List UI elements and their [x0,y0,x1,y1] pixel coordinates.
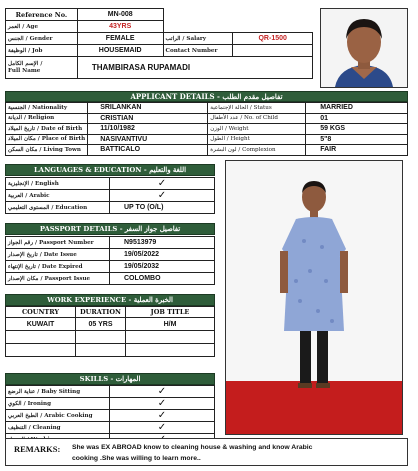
remarks-box [5,438,408,466]
salary-value: QR-1500 [233,33,313,45]
passport-issue-value: COLOMBO [110,273,215,285]
living-town-value: BATTICALO [88,145,208,156]
work-experience-header: WORK EXPERIENCE - الخبرة العملية [5,294,215,306]
contact-label: Contact Number [163,45,233,57]
languages-header: LANGUAGES & EDUCATION - اللغة والتعليم [5,164,215,176]
table-row [6,134,408,145]
reference-value: MN-008 [77,9,163,21]
passport-number-value: N9513979 [110,237,215,249]
weight-value: 59 KGS [306,124,408,135]
date-issue-value: 19/05/2022 [110,249,215,261]
pob-value: NASIVANTIVU [88,134,208,145]
job-value: HOUSEMAID [77,45,163,57]
work-job-cell [126,331,215,344]
table-row [6,273,215,285]
age-value: 43YRS [77,21,163,33]
religion-value: CRISTIAN [88,113,208,124]
salary-label: الراتب / Salary [163,33,233,45]
work-duration-cell: 05 YRS [76,318,126,331]
skills-table [5,385,215,446]
table-row [6,410,215,422]
religion-label: الديانة / Religion [6,113,88,124]
applicant-details-header: APPLICANT DETAILS - تفاصيل مقدم الطلب [5,91,408,102]
table-row [6,113,408,124]
complexion-label: لون البشرة / Complexion [208,145,306,156]
work-duration-cell [76,344,126,357]
cleaning-check-icon: ✓ [110,422,215,434]
fullname-label-en: Full Name [8,67,41,74]
work-job-cell [126,344,215,357]
top-info-table [5,8,313,79]
date-expired-label: تاريخ الإنتهاء / Date Expired [6,261,110,273]
baby-sitting-label: عناية الرضع / Baby Sitting [6,386,110,398]
table-row [6,124,408,135]
table-row [6,386,215,398]
job-title-column-header: JOB TITLE [126,307,215,318]
table-row [6,103,408,114]
baby-sitting-check-icon: ✓ [110,386,215,398]
table-row [6,261,215,273]
children-value: 01 [306,113,408,124]
full-body-photo [225,160,403,435]
english-label: الإنجليزية / English [6,178,110,190]
education-label: المستوى التعليمي / Education [6,202,110,214]
table-row [6,318,215,331]
country-column-header: COUNTRY [6,307,76,318]
table-header-row [6,307,215,318]
languages-table [5,177,215,214]
age-label: العمر / Age [6,21,78,33]
cleaning-label: التنظيف / Cleaning [6,422,110,434]
ironing-label: الكوي / Ironing [6,398,110,410]
status-value: MARRIED [306,103,408,114]
table-row [6,249,215,261]
fullname-value: THAMBIRASA RUPAMADI [77,57,312,79]
duration-column-header: DURATION [76,307,126,318]
headshot-photo [320,8,408,88]
living-town-label: مكان السكن / Living Town [6,145,88,156]
table-row [6,237,215,249]
gender-value: FEMALE [77,33,163,45]
skills-header: SKILLS - المهارات [5,373,215,385]
ironing-check-icon: ✓ [110,398,215,410]
english-check-icon: ✓ [110,178,215,190]
reference-label: Reference No. [6,9,78,21]
work-experience-table [5,306,215,357]
table-row [6,145,408,156]
job-label: الوظيفة / Job [6,45,78,57]
table-row [6,190,215,202]
nationality-label: الجنسية / Nationality [6,103,88,114]
date-issue-label: تاريخ الإصدار / Date Issue [6,249,110,261]
passport-number-label: رقم الجواز / Passport Number [6,237,110,249]
table-row [6,331,215,344]
complexion-value: FAIR [306,145,408,156]
arabic-cooking-label: الطبخ العربي / Arabic Cooking [6,410,110,422]
table-row [6,398,215,410]
arabic-check-icon: ✓ [110,190,215,202]
remarks-label: REMARKS: [14,444,61,454]
passport-table [5,236,215,285]
height-label: الطول / Height [208,134,306,145]
gender-label: الجنس / Gender [6,33,78,45]
children-label: عدد الأطفال / No. of Child [208,113,306,124]
work-job-cell: H/M [126,318,215,331]
remarks-line-2: cooking .She was willing to learn more.. [72,455,201,462]
work-country-cell [6,331,76,344]
table-row [6,422,215,434]
dob-value: 11/10/1982 [88,124,208,135]
applicant-details-table [5,102,408,156]
fullname-label-ar: الإسم الكامل / [8,60,43,67]
table-row [6,178,215,190]
height-value: 5"8 [306,134,408,145]
fullname-label [6,57,78,79]
dob-label: تاريخ الميلاد / Date of Birth [6,124,88,135]
contact-value [233,45,313,57]
full-body-image [226,161,402,434]
date-expired-value: 19/05/2032 [110,261,215,273]
work-duration-cell [76,331,126,344]
status-label: الحالة الإجتماعية / Status [208,103,306,114]
weight-label: الوزن / Weight [208,124,306,135]
education-value: UP TO (O/L) [110,202,215,214]
arabic-label: العربية / Arabic [6,190,110,202]
nationality-value: SRILANKAN [88,103,208,114]
remarks-line-1: She was EX ABROAD know to cleaning house & washing and know Arabic [72,444,313,451]
table-row [6,344,215,357]
table-row [6,202,215,214]
passport-header: PASSPORT DETAILS - تفاصيل جواز السفر [5,223,215,235]
work-country-cell [6,344,76,357]
pob-label: مكان الميلاد / Place of Birth [6,134,88,145]
headshot-image [321,9,407,87]
arabic-cooking-check-icon: ✓ [110,410,215,422]
passport-issue-label: مكان الإصدار / Passport Issue [6,273,110,285]
work-country-cell: KUWAIT [6,318,76,331]
